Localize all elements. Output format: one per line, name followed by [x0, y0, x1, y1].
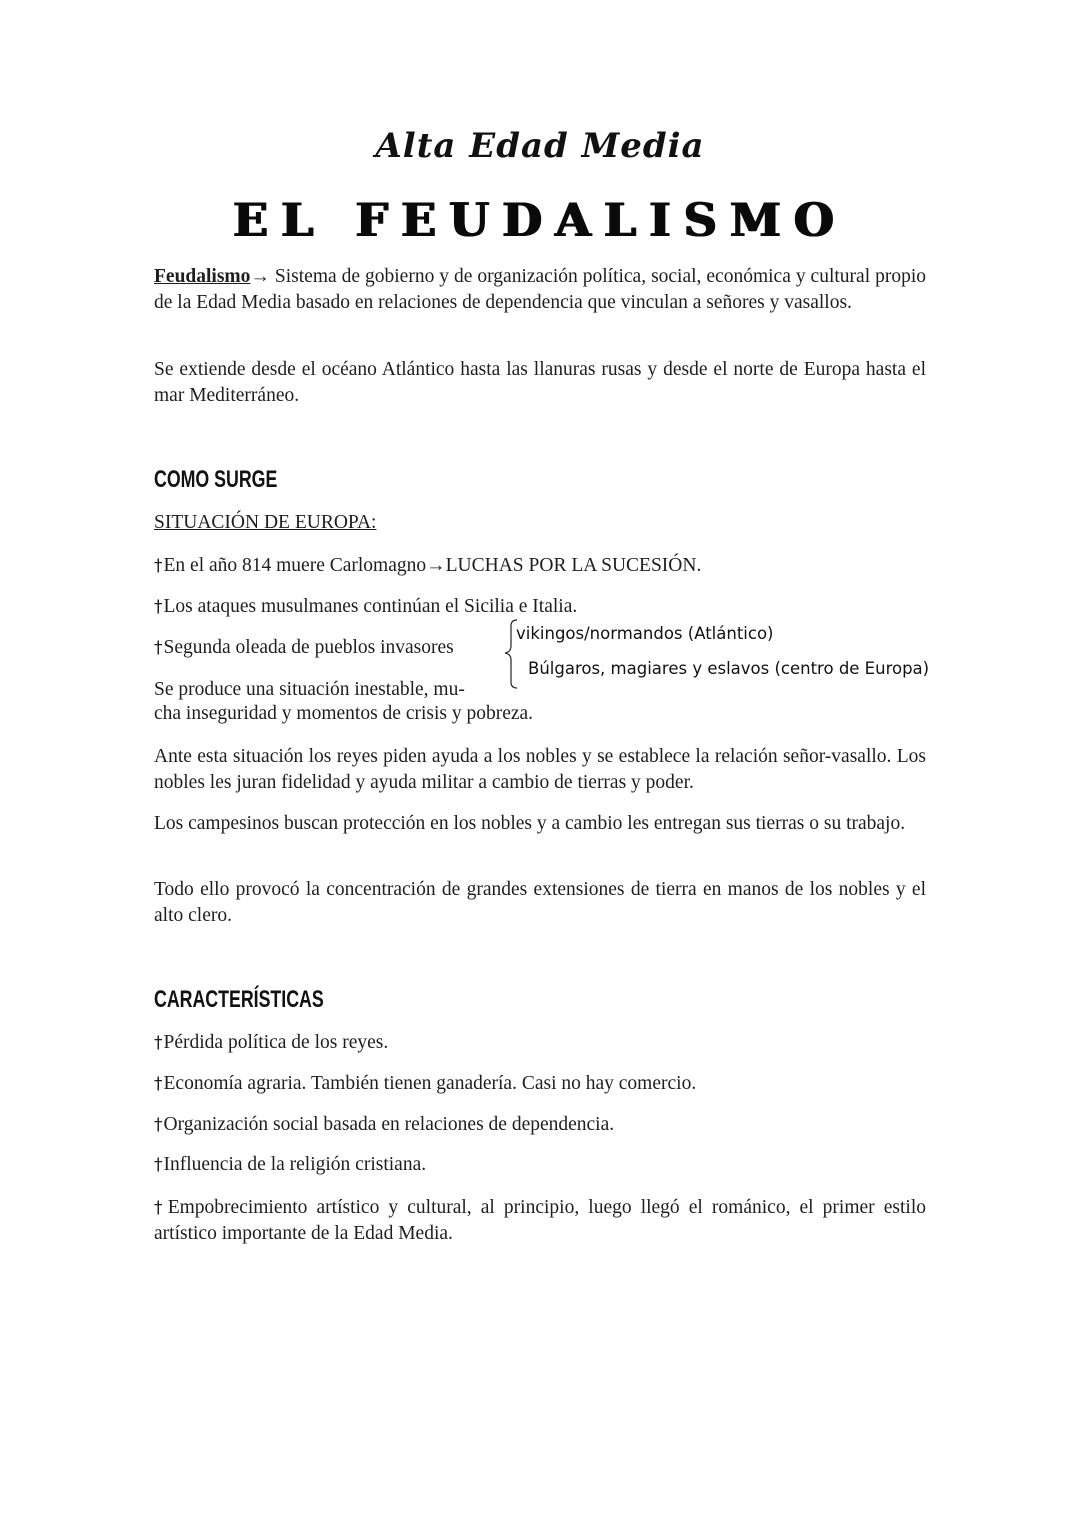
cross-bullet-icon: † [154, 1155, 163, 1175]
cross-bullet-icon: † [154, 1198, 167, 1218]
paragraph-concentracion: Todo ello provocó la concentración de grandes extensiones de tierra en manos de los nobles y el alto clero. [154, 879, 926, 926]
situation-text-end: cha inseguridad y momentos de crisis y pobreza. [154, 703, 534, 724]
list-item: †Los ataques musulmanes continúan el Sicilia e Italia. [154, 596, 578, 617]
definition-text: Sistema de gobierno y de organización política, social, económica y cultural propio de la Edad Media basado en relaciones de dependencia que vinculan a señores y vasallos. [154, 266, 926, 313]
list-item: †Influencia de la religión cristiana. [154, 1154, 427, 1175]
list-item: †Economía agraria. También tienen ganadería. Casi no hay comercio. [154, 1073, 697, 1094]
page-title: EL FEUDALISMO [233, 193, 847, 247]
definition-paragraph [154, 264, 926, 316]
cross-bullet-icon: † [154, 1033, 163, 1053]
situation-text-start: Se produce una situación inestable, mu- [154, 679, 465, 700]
list-item: †Organización social basada en relaciones de dependencia. [154, 1114, 615, 1135]
page-subtitle: Alta Edad Media [375, 126, 705, 166]
cross-bullet-icon: † [154, 556, 163, 576]
invaders-note-vikingos: vikingos/normandos (Atlántico) [516, 624, 774, 643]
section-heading-caracteristicas: CARACTERÍSTICAS [154, 986, 324, 1013]
list-item: †En el año 814 muere Carlomagno→LUCHAS POR LA SUCESIÓN. [154, 555, 702, 576]
cross-bullet-icon: † [154, 1115, 163, 1135]
cross-bullet-icon: † [154, 1074, 163, 1094]
invaders-note-bulgaros: Búlgaros, magiares y eslavos (centro de Europa) [528, 659, 930, 678]
cross-bullet-icon: † [154, 638, 163, 658]
definition-arrow: → [250, 266, 270, 287]
extent-paragraph: Se extiende desde el océano Atlántico hasta las llanuras rusas y desde el norte de Europa hasta el mar Mediterráneo. [154, 359, 926, 406]
paragraph-reyes: Ante esta situación los reyes piden ayuda a los nobles y se establece la relación señor-vasallo. Los nobles les juran fidelidad y ayuda militar a cambio de tierras y poder. [154, 746, 926, 793]
list-item: †Empobrecimiento artístico y cultural, al principio, luego llegó el románico, el primer estilo artístico importante de la Edad Media. [154, 1197, 926, 1244]
subheading-situacion-europa: SITUACIÓN DE EUROPA: [154, 512, 377, 533]
list-item: †Pérdida política de los reyes. [154, 1032, 389, 1053]
paragraph-campesinos: Los campesinos buscan protección en los nobles y a cambio les entregan sus tierras o su trabajo. [154, 813, 906, 834]
cross-bullet-icon: † [154, 597, 163, 617]
definition-term: Feudalismo [154, 266, 251, 287]
section-heading-como-surge: COMO SURGE [154, 466, 278, 493]
list-item: †Segunda oleada de pueblos invasores [154, 637, 454, 658]
